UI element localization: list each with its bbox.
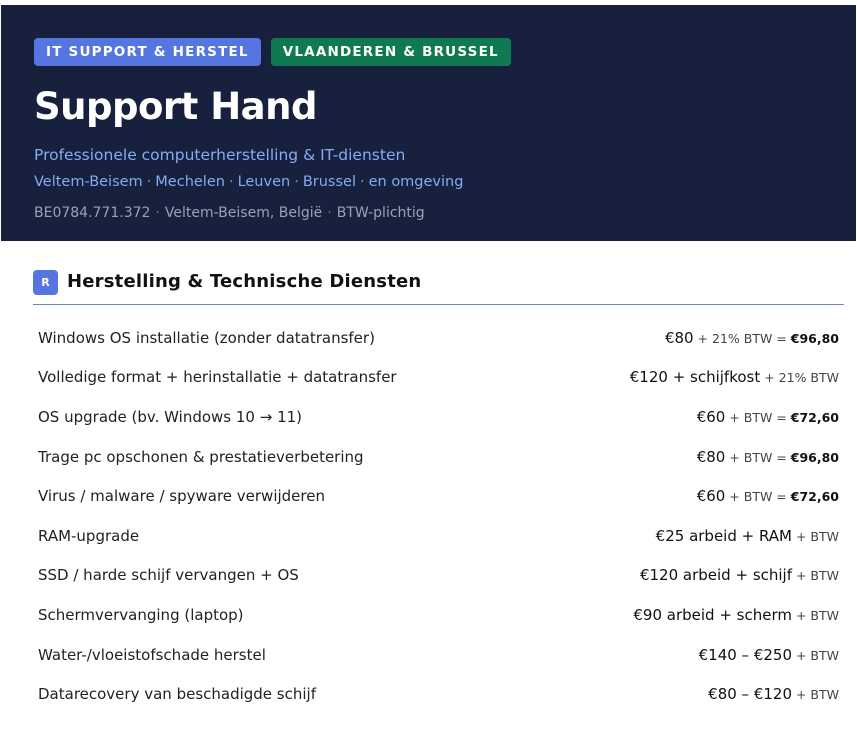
- service-price: €60 + BTW = €72,60: [696, 407, 839, 426]
- service-row: [38, 556, 839, 596]
- company-address: Veltem-Beisem, België: [164, 205, 323, 221]
- service-price: €80 – €120 + BTW: [708, 685, 839, 704]
- separator-dot: ·: [294, 174, 299, 190]
- separator-dot: ·: [228, 174, 234, 190]
- service-row: [38, 635, 839, 675]
- location-item: Leuven: [237, 174, 291, 190]
- repair-icon: R: [33, 270, 58, 295]
- section-title: Herstelling & Technische Diensten: [67, 271, 422, 292]
- service-name: SSD / harde schijf vervangen + OS: [38, 566, 299, 585]
- service-list: [38, 318, 839, 714]
- badge-region: VLAANDEREN & BRUSSEL: [271, 38, 511, 66]
- service-row: [38, 516, 839, 556]
- service-name: Volledige format + herinstallatie + datatransfer: [38, 368, 397, 387]
- service-price: €25 arbeid + RAM + BTW: [655, 526, 839, 545]
- page-header: [1, 5, 856, 241]
- section-header: [33, 270, 844, 305]
- service-price: €90 arbeid + scherm + BTW: [633, 605, 839, 624]
- page-subtitle: Professionele computerherstelling & IT-diensten: [34, 146, 406, 164]
- service-price: €60 + BTW = €72,60: [696, 487, 839, 506]
- service-row: [38, 674, 839, 714]
- separator-dot: ·: [146, 174, 152, 190]
- service-name: RAM-upgrade: [38, 526, 140, 545]
- service-price: €80 + BTW = €96,80: [696, 447, 839, 466]
- service-name: Water-/vloeistofschade herstel: [38, 645, 266, 664]
- service-name: Trage pc opschonen & prestatieverbetering: [38, 447, 364, 466]
- badge-group: [34, 38, 511, 66]
- service-name: OS upgrade (bv. Windows 10 → 11): [38, 407, 303, 426]
- location-list: [34, 174, 463, 190]
- service-row: [38, 397, 839, 437]
- location-item: Brussel: [302, 174, 356, 190]
- service-name: Windows OS installatie (zonder datatransfer): [38, 328, 375, 347]
- page-title: Support Hand: [34, 85, 317, 128]
- service-name: Virus / malware / spyware verwijderen: [38, 487, 325, 506]
- service-price: €80 + 21% BTW = €96,80: [664, 328, 839, 347]
- service-name: Datarecovery van beschadigde schijf: [38, 685, 316, 704]
- company-meta: [34, 205, 425, 221]
- vat-status: BTW-plichtig: [336, 205, 425, 221]
- service-price: €120 + schijfkost + 21% BTW: [629, 368, 839, 387]
- location-item: Mechelen: [155, 174, 225, 190]
- service-row: [38, 437, 839, 477]
- separator-dot: ·: [359, 174, 365, 190]
- vat-number: BE0784.771.372: [34, 205, 151, 221]
- service-row: [38, 358, 839, 398]
- separator-dot: ·: [155, 205, 160, 221]
- separator-dot: ·: [327, 205, 332, 221]
- service-row: [38, 318, 839, 358]
- service-row: [38, 595, 839, 635]
- location-item: Veltem-Beisem: [34, 174, 143, 190]
- service-row: [38, 476, 839, 516]
- service-price: €140 – €250 + BTW: [698, 645, 839, 664]
- badge-it-support: IT SUPPORT & HERSTEL: [34, 38, 261, 66]
- service-name: Schermvervanging (laptop): [38, 605, 244, 624]
- location-item: en omgeving: [368, 174, 464, 190]
- service-price: €120 arbeid + schijf + BTW: [639, 566, 839, 585]
